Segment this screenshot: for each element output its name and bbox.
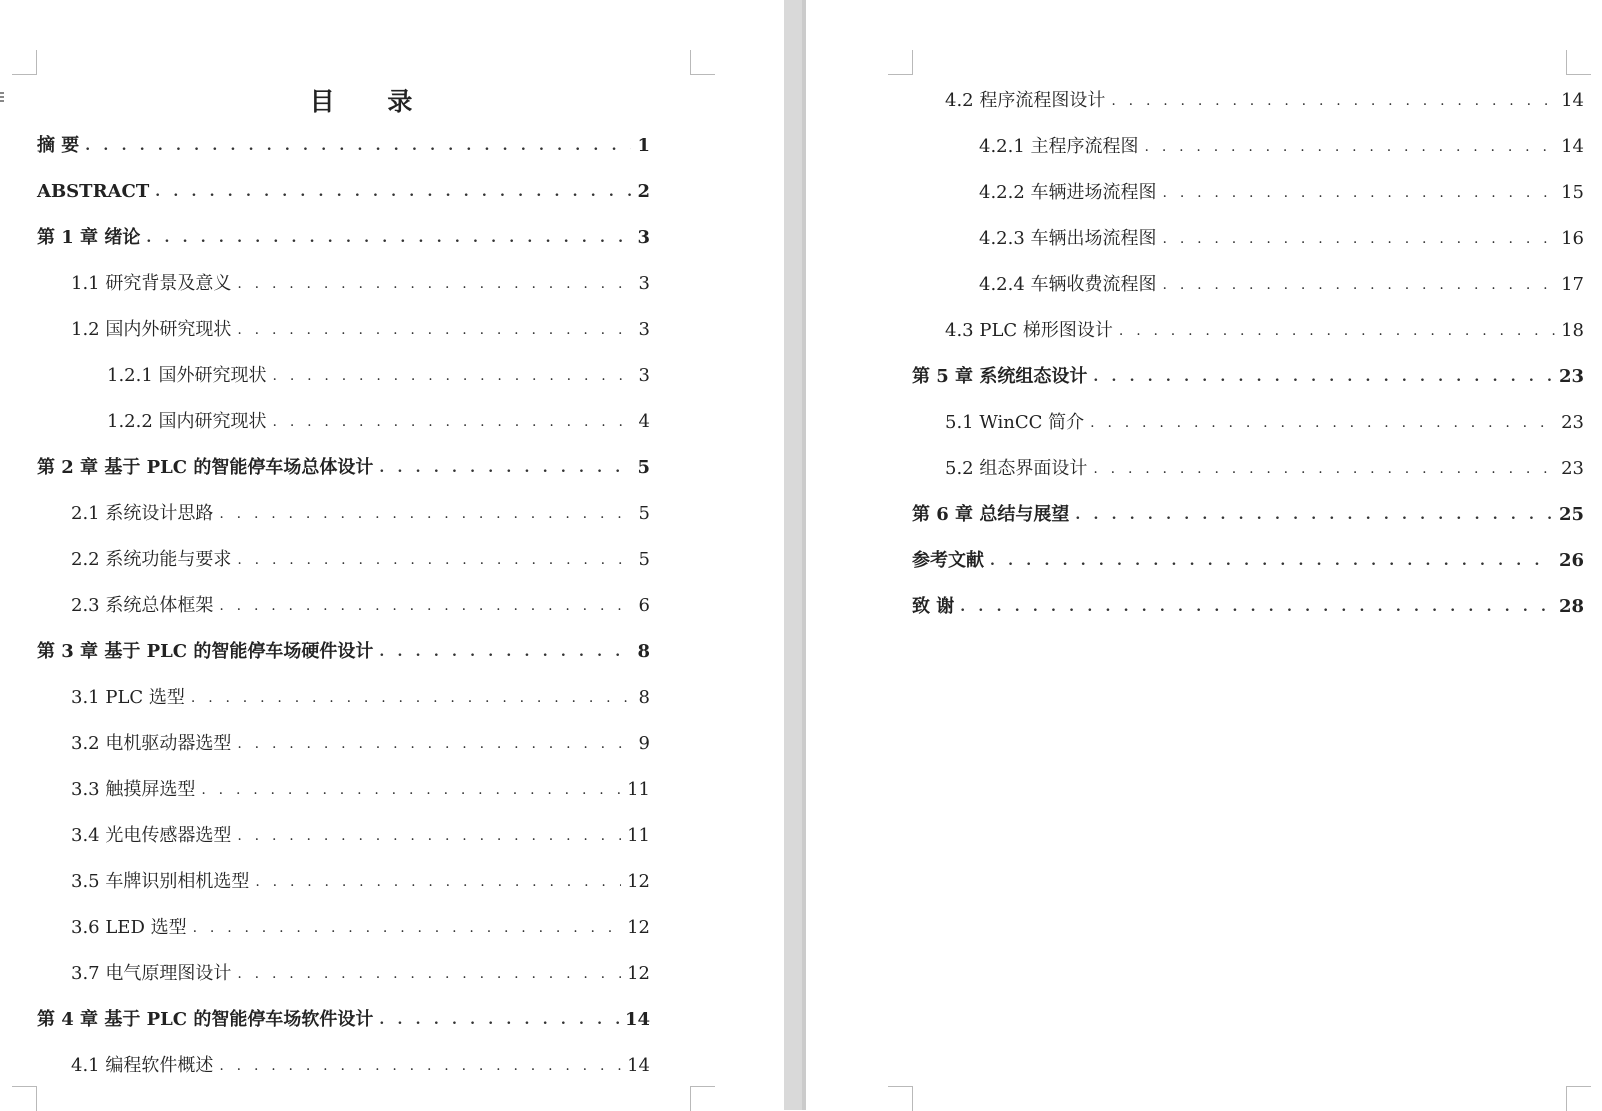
toc-page-number: 23 xyxy=(1561,412,1584,433)
toc-entry-label: 3.4 光电传感器选型 xyxy=(71,825,232,846)
toc-entry-label: 4.1 编程软件概述 xyxy=(71,1055,214,1076)
toc-entry-label: 2.1 系统设计思路 xyxy=(71,503,214,524)
toc-entry[interactable] xyxy=(979,177,1584,205)
toc-entry[interactable] xyxy=(71,498,650,526)
toc-dot-leader xyxy=(237,829,621,843)
toc-dot-leader xyxy=(201,783,621,797)
toc-dot-leader xyxy=(1145,140,1556,154)
toc-dot-leader xyxy=(219,507,632,521)
toc-entry-label: 3.1 PLC 选型 xyxy=(71,687,185,708)
toc-entry-label: 2.2 系统功能与要求 xyxy=(71,549,232,570)
toc-dot-leader xyxy=(237,553,632,567)
toc-page-number: 14 xyxy=(1561,136,1584,157)
toc-list-right xyxy=(806,0,1602,1110)
toc-dot-leader xyxy=(1163,278,1556,292)
toc-page-number: 8 xyxy=(637,641,650,662)
toc-entry[interactable] xyxy=(71,774,650,802)
toc-entry[interactable] xyxy=(71,728,650,756)
toc-page-number: 6 xyxy=(638,595,650,616)
toc-page-number: 23 xyxy=(1558,366,1584,387)
toc-entry-label: 3.3 触摸屏选型 xyxy=(71,779,196,800)
toc-page-number: 5 xyxy=(638,503,650,524)
toc-entry[interactable] xyxy=(71,1050,650,1078)
toc-entry[interactable] xyxy=(945,85,1584,113)
toc-page-number: 2 xyxy=(637,181,650,202)
toc-entry-label: 致 谢 xyxy=(912,596,955,617)
toc-dot-leader xyxy=(1090,416,1555,430)
toc-entry[interactable] xyxy=(71,590,650,618)
toc-entry-label: 第 3 章 基于 PLC 的智能停车场硬件设计 xyxy=(37,641,374,662)
toc-dot-leader xyxy=(146,231,631,245)
toc-entry-label: 4.2 程序流程图设计 xyxy=(945,90,1106,111)
toc-entry[interactable] xyxy=(107,360,650,388)
toc-entry-label: 第 4 章 基于 PLC 的智能停车场软件设计 xyxy=(37,1009,374,1030)
toc-entry[interactable] xyxy=(945,315,1584,343)
toc-dot-leader xyxy=(273,369,633,383)
toc-page-number: 25 xyxy=(1558,504,1584,525)
toc-dot-leader xyxy=(1075,508,1553,522)
toc-list-left xyxy=(0,0,784,1110)
toc-entry-label: 5.1 WinCC 简介 xyxy=(945,412,1085,433)
toc-dot-leader xyxy=(219,599,632,613)
toc-entry-label: 1.2.2 国内研究现状 xyxy=(107,411,267,432)
toc-page-number: 26 xyxy=(1558,550,1584,571)
toc-page-number: 14 xyxy=(624,1009,650,1030)
toc-dot-leader xyxy=(255,875,621,889)
toc-page-number: 5 xyxy=(638,549,650,570)
toc-entry[interactable] xyxy=(37,130,650,158)
toc-entry-label: 4.2.1 主程序流程图 xyxy=(979,136,1139,157)
toc-entry-label: 第 2 章 基于 PLC 的智能停车场总体设计 xyxy=(37,457,374,478)
toc-dot-leader xyxy=(1163,232,1556,246)
toc-entry[interactable] xyxy=(945,407,1584,435)
toc-page-number: 18 xyxy=(1561,320,1584,341)
toc-entry[interactable] xyxy=(71,682,650,710)
toc-entry[interactable] xyxy=(37,222,650,250)
toc-entry-label: 第 6 章 总结与展望 xyxy=(912,504,1070,525)
toc-dot-leader xyxy=(1093,370,1553,384)
toc-page-number: 3 xyxy=(638,273,650,294)
page-gutter xyxy=(784,0,806,1110)
toc-entry-label: 3.7 电气原理图设计 xyxy=(71,963,232,984)
toc-page-number: 4 xyxy=(638,411,650,432)
toc-entry[interactable] xyxy=(37,176,650,204)
toc-entry[interactable] xyxy=(71,544,650,572)
toc-dot-leader xyxy=(1093,462,1555,476)
toc-entry-label: 1.2.1 国外研究现状 xyxy=(107,365,267,386)
document-page-left xyxy=(0,0,784,1110)
toc-entry[interactable] xyxy=(71,314,650,342)
toc-entry[interactable] xyxy=(945,453,1584,481)
toc-page-number: 12 xyxy=(627,871,650,892)
toc-entry[interactable] xyxy=(71,268,650,296)
toc-page-number: 3 xyxy=(638,319,650,340)
toc-dot-leader xyxy=(1111,94,1555,108)
toc-entry[interactable] xyxy=(71,820,650,848)
toc-entry-label: 1.2 国内外研究现状 xyxy=(71,319,232,340)
toc-page-number: 12 xyxy=(627,917,650,938)
toc-page-number: 5 xyxy=(637,457,650,478)
toc-entry[interactable] xyxy=(71,958,650,986)
toc-page-number: 3 xyxy=(638,365,650,386)
toc-dot-leader xyxy=(191,691,633,705)
toc-page-number: 11 xyxy=(627,779,650,800)
toc-dot-leader xyxy=(237,737,632,751)
toc-page-number: 17 xyxy=(1561,274,1584,295)
toc-page-number: 14 xyxy=(1561,90,1584,111)
toc-entry-label: 第 5 章 系统组态设计 xyxy=(912,366,1088,387)
toc-page-number: 11 xyxy=(627,825,650,846)
toc-entry[interactable] xyxy=(71,866,650,894)
toc-entry-label: ABSTRACT xyxy=(37,181,150,202)
toc-entry-label: 第 1 章 绪论 xyxy=(37,227,141,248)
toc-entry[interactable] xyxy=(71,912,650,940)
toc-entry-label: 4.2.4 车辆收费流程图 xyxy=(979,274,1157,295)
toc-page-number: 1 xyxy=(637,135,650,156)
toc-entry[interactable] xyxy=(979,269,1584,297)
toc-entry-label: 3.6 LED 选型 xyxy=(71,917,187,938)
toc-dot-leader xyxy=(1163,186,1556,200)
toc-entry[interactable] xyxy=(912,545,1584,573)
toc-entry-label: 5.2 组态界面设计 xyxy=(945,458,1088,479)
toc-dot-leader xyxy=(379,1013,619,1027)
toc-entry[interactable] xyxy=(912,591,1584,619)
toc-page-number: 3 xyxy=(637,227,650,248)
toc-page-number: 28 xyxy=(1558,596,1584,617)
toc-dot-leader xyxy=(273,415,633,429)
toc-entry[interactable] xyxy=(912,361,1584,389)
toc-entry[interactable] xyxy=(37,1004,650,1032)
toc-page-number: 12 xyxy=(627,963,650,984)
toc-entry-label: 摘 要 xyxy=(37,135,80,156)
toc-entry-label: 4.3 PLC 梯形图设计 xyxy=(945,320,1113,341)
toc-entry[interactable] xyxy=(37,452,650,480)
toc-entry-label: 参考文献 xyxy=(912,550,984,571)
toc-dot-leader xyxy=(237,967,621,981)
toc-page-number: 23 xyxy=(1561,458,1584,479)
toc-entry-label: 4.2.3 车辆出场流程图 xyxy=(979,228,1157,249)
toc-dot-leader xyxy=(379,645,631,659)
toc-title: 目 录 xyxy=(309,87,435,116)
toc-entry-label: 2.3 系统总体框架 xyxy=(71,595,214,616)
document-page-right xyxy=(806,0,1602,1110)
toc-dot-leader xyxy=(237,323,632,337)
toc-entry[interactable] xyxy=(107,406,650,434)
toc-page-number: 8 xyxy=(638,687,650,708)
toc-entry[interactable] xyxy=(979,131,1584,159)
toc-page-number: 9 xyxy=(638,733,650,754)
toc-page-number: 14 xyxy=(627,1055,650,1076)
toc-entry-label: 4.2.2 车辆进场流程图 xyxy=(979,182,1157,203)
toc-dot-leader xyxy=(237,277,632,291)
toc-dot-leader xyxy=(85,139,631,153)
toc-dot-leader xyxy=(379,461,631,475)
toc-dot-leader xyxy=(219,1059,621,1073)
toc-entry[interactable] xyxy=(37,636,650,664)
toc-entry-label: 1.1 研究背景及意义 xyxy=(71,273,232,294)
toc-dot-leader xyxy=(193,921,622,935)
toc-entry[interactable] xyxy=(912,499,1584,527)
toc-dot-leader xyxy=(960,600,1553,614)
toc-dot-leader xyxy=(155,185,631,199)
toc-entry-label: 3.2 电机驱动器选型 xyxy=(71,733,232,754)
toc-dot-leader xyxy=(1119,324,1555,338)
toc-entry-label: 3.5 车牌识别相机选型 xyxy=(71,871,250,892)
toc-page-number: 16 xyxy=(1561,228,1584,249)
toc-dot-leader xyxy=(990,554,1553,568)
toc-entry[interactable] xyxy=(979,223,1584,251)
toc-page-number: 15 xyxy=(1561,182,1584,203)
